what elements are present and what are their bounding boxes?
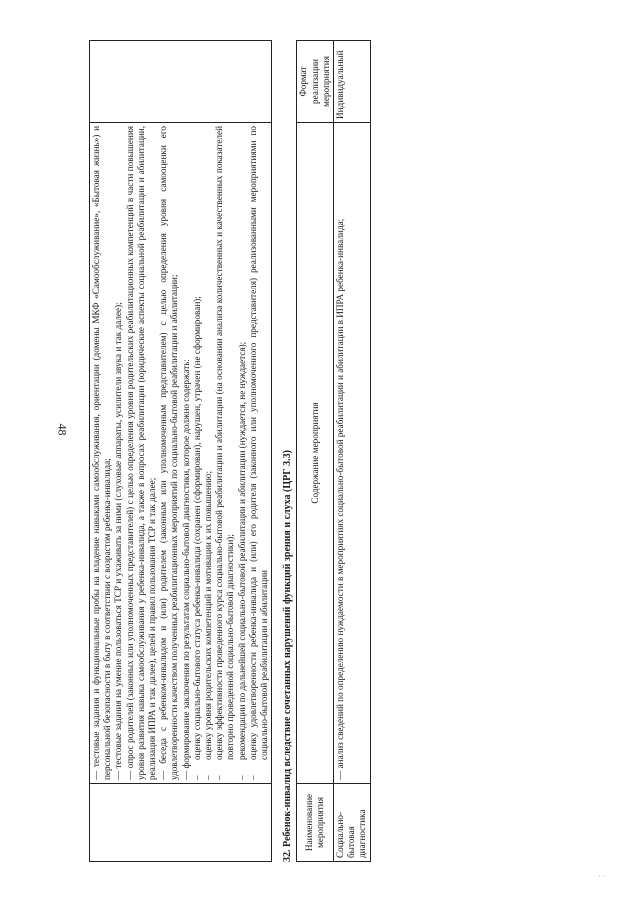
paragraph: — опрос родителей (законных или уполномоченных представителей) с целью определения уровня родительских реабилитационных компетенций в части повышения уровня развития навыка самообслуживания у ребенка-инвалида, а также в вопросах реабилитации (юридические аспекты социальной реабилитации и абилитации, реализация ИПРА и так далее), целей и правил пользования ТСР и так далее;: [124, 126, 158, 780]
lower-table: [296, 40, 370, 862]
list-dash: –: [203, 775, 214, 780]
list-item-text: оценку эффективности проведенного курса социально-бытовой реабилитации и абилитации (на основании анализа количественных и качественных показателей повторно проведенной социально-бытовой диагностики);: [214, 126, 236, 760]
paragraph: — беседа с ребенком-инвалидом и (или) родителем (законным или уполномоченным представителем) с целью определения уровня самооценки его удовлетворенности качеством полученных реабилитационных мероприятий по социально-бытовой реабилитации и абилитации;: [158, 126, 180, 780]
upper-table: [89, 40, 272, 862]
list-item-text: оценку социально-бытового статуса ребенка-инвалида (сохранен (сформирован), нарушен, утрачен (не сформирован);: [191, 296, 202, 760]
list-item-text: оценку удовлетворенности ребенка-инвалида и (или) его родителя (законного или уполномоченного представителя) реализованными мероприятиями по социально-бытовой реабилитации и абилитации: [247, 126, 270, 760]
list-item: [237, 126, 248, 780]
paragraph: — формирование заключения по результатам социально-бытовой диагностики, которое должно содержать:: [180, 359, 191, 780]
corner-mark: · ·: [598, 872, 606, 881]
list-item-text: оценку уровня родительских компетенций и мотивации к их повышению;: [203, 470, 214, 760]
table-cell-empty: [90, 41, 272, 123]
paragraph: — тестовые задания и функциональные пробы на владение навыками самообслуживания, ориентации (домены МКФ «Самообслуживание», «Бытовая жизнь») и персональной безопасности в быту в соответствии с возрастом ребенка-инвалида;: [91, 126, 113, 780]
list-dash: –: [191, 775, 202, 780]
paragraph: — тестовые задания на умение пользоваться ТСР и ухаживать за ними (слуховые аппараты, усилители звука и так далее);: [113, 302, 124, 780]
column-header-format: Формат реализации мероприятия: [297, 41, 334, 123]
list-item: [214, 126, 236, 780]
list-item: [248, 126, 270, 780]
column-header-content: Содержание мероприятия: [297, 123, 334, 784]
rotated-page-content: [89, 40, 549, 862]
list-dash: –: [236, 775, 247, 780]
section-heading: 32. Ребенок-инвалид вследствие сочетанных нарушений функций зрения и слуха (ЦРГ 3.3): [282, 450, 294, 862]
page-number: 48: [55, 423, 70, 436]
column-header-name: Наименование мероприятия: [297, 784, 334, 862]
table-cell-empty: [90, 784, 272, 862]
activity-content-cell: — анализ сведений по определению нуждаемости в мероприятиях социально-бытовой реабилитации и абилитации в ИПРА ребенка-инвалида;: [334, 123, 371, 784]
list-dash: –: [214, 775, 225, 780]
table-row: [334, 41, 371, 862]
list-item: [203, 126, 214, 780]
activity-name-cell: Социально-бытовая диагностика: [334, 784, 371, 862]
table-cell-content: [90, 123, 272, 784]
list-dash: –: [247, 775, 258, 780]
activity-format-cell: Индивидуальный: [334, 41, 371, 123]
list-item: [192, 126, 203, 780]
list-item-text: рекомендации по дальнейшей социально-бытовой реабилитации и абилитации (нуждается, не нуждается);: [236, 341, 247, 760]
table-header-row: [297, 41, 334, 862]
table-row: [90, 41, 272, 862]
